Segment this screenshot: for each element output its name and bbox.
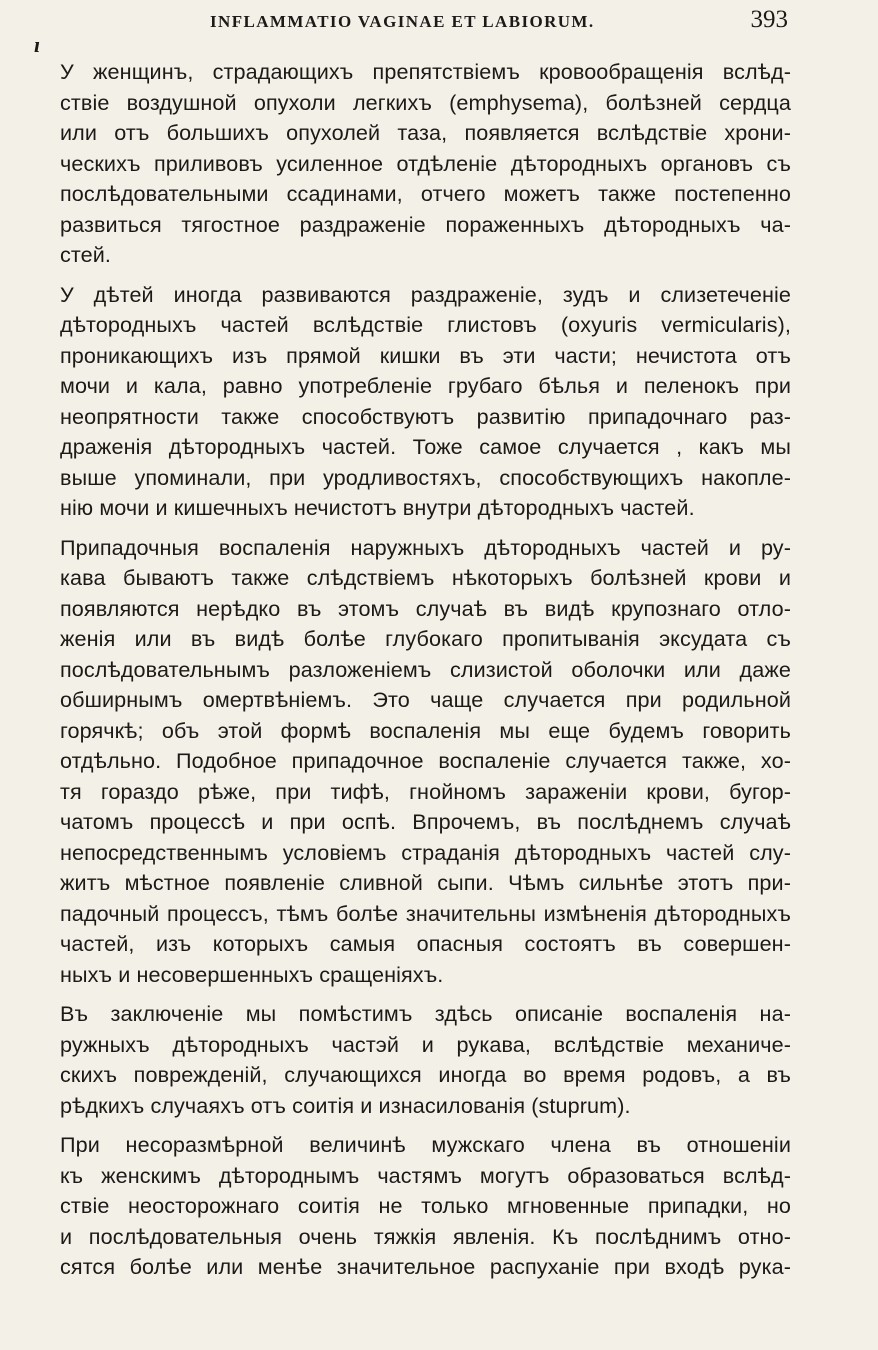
paragraph [60,533,791,991]
text-line: частей, изъ которыхъ самыя опасныя состоятъ въ совершен- [60,931,791,956]
text-line: драженія дѣтородныхъ частей. Тоже самое случается , какъ мы [60,434,791,459]
paragraph [60,1130,791,1283]
text-line: Въ заключеніе мы помѣстимъ здѣсь описаніе воспаленія на- [60,1001,791,1026]
text-line: рѣдкихъ случаяхъ отъ соитія и изнасилованія (stuprum). [60,1092,631,1118]
text-line: проникающихъ изъ прямой кишки въ эти части; нечистота отъ [60,342,791,368]
paragraph [60,280,791,524]
body-text [60,57,791,1292]
text-line: развиться тягостное раздраженіе пораженныхъ дѣтородныхъ ча- [60,211,791,237]
text-line: житъ мѣстное появленіе сливной сыпи. Чѣмъ сильнѣе этотъ при- [60,870,791,895]
text-line: ствіе воздушной опухоли легкихъ (emphysema), болѣзней сердца [60,89,791,115]
text-line: ружныхъ дѣтородныхъ частэй и рукава, вслѣдствіе механиче- [60,1031,791,1057]
text-line: нію мочи и кишечныхъ нечистотъ внутри дѣтородныхъ частей. [60,495,695,520]
text-line: падочный процессъ, тѣмъ болѣе значительны измѣненія дѣтородныхъ [60,900,791,926]
text-line: кава бываютъ также слѣдствіемъ нѣкоторыхъ болѣзней крови и [60,565,791,590]
margin-mark: ı [34,32,41,57]
text-line: Припадочныя воспаленія наружныхъ дѣтородныхъ частей и ру- [60,534,791,560]
page-number: 393 [750,6,788,33]
text-line: неопрятности также способствуютъ развитію припадочнаго раз- [60,403,791,429]
running-title: INFLAMMATIO VAGINAE ET LABIORUM. [210,12,595,31]
text-line: стей. [60,242,112,267]
text-line: тя гораздо рѣже, при тифѣ, гнойномъ зараженіи крови, бугор- [60,778,791,804]
text-line: или отъ большихъ опухолей таза, появляется вслѣдствіе хрони- [60,120,791,145]
text-line: ствіе неосторожнаго соитія не только мгновенные припадки, но [60,1193,791,1218]
text-line: обширнымъ омертвѣніемъ. Это чаще случается при родильной [60,687,791,712]
text-line: мочи и кала, равно употребленіе грубаго бѣлья и пеленокъ при [60,373,791,398]
text-line: появляются нерѣдко въ этомъ случаѣ въ видѣ крупознаго отло- [60,595,791,621]
text-line: У женщинъ, страдающихъ препятствіемъ кровообращенія вслѣд- [60,59,791,84]
text-line: выше упоминали, при уродливостяхъ, способствующихъ накопле- [60,464,791,490]
text-line: къ женскимъ дѣтороднымъ частямъ могутъ образоваться вслѣд- [60,1162,791,1188]
paragraph [60,57,791,271]
text-line: скихъ поврежденій, случающихся иногда во время родовъ, а въ [60,1062,791,1087]
text-line: При несоразмѣрной величинѣ мужскаго члена въ отношеніи [60,1132,791,1157]
text-line: женія или въ видѣ болѣе глубокаго пропитыванія эксудата съ [60,626,791,651]
text-line: и послѣдовательныя очень тяжкія явленія. Къ послѣднимъ отно- [60,1223,791,1249]
paragraph [60,999,791,1121]
text-line: дѣтородныхъ частей вслѣдствіе глистовъ (oxyuris vermicularis), [60,312,791,337]
text-line: ныхъ и несовершенныхъ сращеніяхъ. [60,961,444,987]
text-line: ческихъ приливовъ усиленное отдѣленіе дѣтородныхъ органовъ съ [60,150,791,176]
text-line: послѣдовательными ссадинами, отчего можетъ также постепенно [60,181,791,206]
text-line: горячкѣ; объ этой формѣ воспаленія мы еще будемъ говорить [60,717,791,743]
text-line: отдѣльно. Подобное припадочное воспаленіе случается также, хо- [60,748,791,773]
text-line: чатомъ процессѣ и при оспѣ. Впрочемъ, въ послѣднемъ случаѣ [60,809,791,834]
text-line: сятся болѣе или менѣе значительное распуханіе при входѣ рука- [60,1254,791,1279]
text-line: послѣдовательнымъ разложеніемъ слизистой оболочки или даже [60,656,791,682]
text-line: непосредственнымъ условіемъ страданія дѣтородныхъ частей слу- [60,839,791,865]
text-line: У дѣтей иногда развиваются раздраженіе, зудъ и слизетеченіе [60,281,791,307]
